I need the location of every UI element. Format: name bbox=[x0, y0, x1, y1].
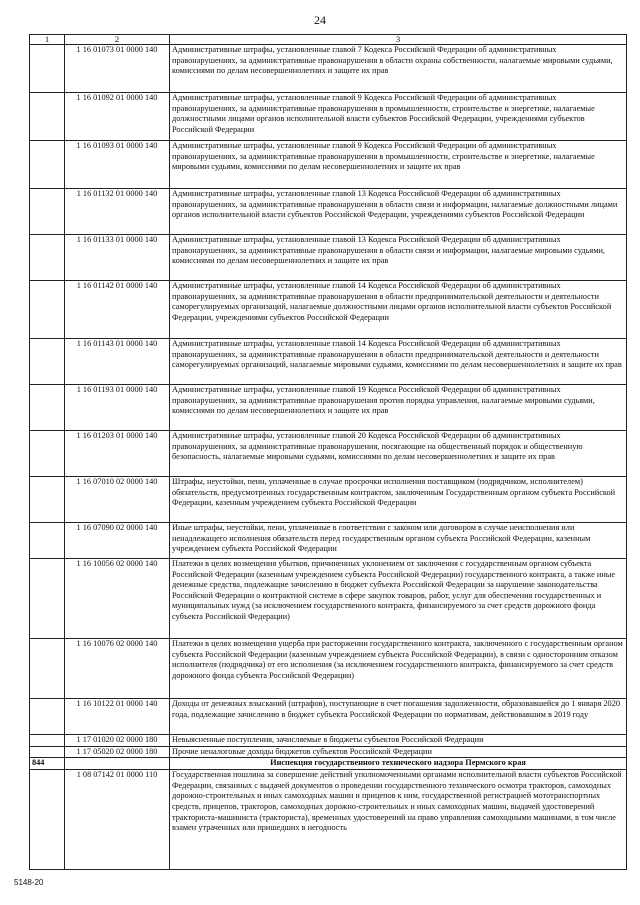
admin-code-cell bbox=[30, 45, 65, 93]
table-row bbox=[30, 141, 627, 189]
description-cell: Инспекция государственного технического надзора Пермского края bbox=[170, 758, 627, 770]
revenue-code-cell: 1 16 10122 01 0000 140 bbox=[65, 699, 170, 735]
description-cell: Государственная пошлина за совершение действий уполномоченными органами исполнительной власти субъектов Российской Федерации, связанных с выдачей документов о проведении государственного технического осмотра тракторов, самоходных дорожно-строительных и иных самоходных машин и прицепов к ним, государственной регистрацией мототранспортных средств, прицепов, тракторов, самоходных дорожно-строительных и иных самоходных машин, выдачей удостоверений тракториста-машиниста (тракториста), временных удостоверений на право управления самоходными машинами, в том числе взамен утраченных или пришедших в негодность bbox=[170, 770, 627, 870]
description-cell: Административные штрафы, установленные главой 14 Кодекса Российской Федерации об административных правонарушениях, за административные правонарушения в области предпринимательской деятельности и деятельности саморегулируемых организаций, налагаемые мировыми судьями, комиссиями по делам несовершеннолетних и защите их прав bbox=[170, 339, 627, 385]
table-header-row bbox=[30, 35, 627, 45]
table-row bbox=[30, 431, 627, 477]
description-cell: Платежи в целях возмещения убытков, причиненных уклонением от заключения с государственным органом субъекта Российской Федерации (казенным учреждением субъекта Российской Федерации) государственного контракта, а также иные денежные средства, подлежащие зачислению в бюджет субъекта Российской Федерации за нарушение законодательства Российской Федерации о контрактной системе в сфере закупок товаров, работ, услуг для обеспечения государственных и муниципальных нужд (за исключением государственного контракта, финансируемого за счет средств дорожного фонда субъекта Российской Федерации) bbox=[170, 559, 627, 639]
admin-code-cell bbox=[30, 431, 65, 477]
admin-code-cell bbox=[30, 385, 65, 431]
admin-code-cell bbox=[30, 770, 65, 870]
column-header-2: 2 bbox=[65, 35, 170, 45]
revenue-code-cell: 1 16 07090 02 0000 140 bbox=[65, 523, 170, 559]
admin-code-cell bbox=[30, 735, 65, 747]
table-row bbox=[30, 339, 627, 385]
description-cell: Иные штрафы, неустойки, пени, уплаченные в соответствии с законом или договором в случае неисполнения или ненадлежащего исполнения обязательств перед государственным органом субъекта Российской Федерации, казенным учреждением субъекта Российской Федерации bbox=[170, 523, 627, 559]
column-header-1: 1 bbox=[30, 35, 65, 45]
description-cell: Невыясненные поступления, зачисляемые в бюджеты субъектов Российской Федерации bbox=[170, 735, 627, 747]
admin-code-cell bbox=[30, 559, 65, 639]
revenue-code-cell: 1 08 07142 01 0000 110 bbox=[65, 770, 170, 870]
table-row bbox=[30, 735, 627, 747]
revenue-code-cell: 1 16 01093 01 0000 140 bbox=[65, 141, 170, 189]
description-cell: Административные штрафы, установленные главой 13 Кодекса Российской Федерации об административных правонарушениях, за административные правонарушения в области связи и информации, налагаемые должностными лицами органов исполнительной власти субъектов Российской Федерации, учреждениями субъектов Российской Федерации bbox=[170, 189, 627, 235]
admin-code-cell bbox=[30, 281, 65, 339]
revenue-code-cell: 1 16 01142 01 0000 140 bbox=[65, 281, 170, 339]
revenue-code-cell: 1 16 10056 02 0000 140 bbox=[65, 559, 170, 639]
description-cell: Административные штрафы, установленные главой 9 Кодекса Российской Федерации об административных правонарушениях, за административные правонарушения в промышленности, строительстве и энергетике, налагаемые мировыми судьями, комиссиями по делам несовершеннолетних и защите их прав bbox=[170, 141, 627, 189]
description-cell: Доходы от денежных взысканий (штрафов), поступающие в счет погашения задолженности, образовавшейся до 1 января 2020 года, подлежащие зачислению в бюджет субъекта Российской Федерации по нормативам, действовавшим в 2019 году bbox=[170, 699, 627, 735]
revenue-code-cell bbox=[65, 758, 170, 770]
revenue-code-cell: 1 16 01092 01 0000 140 bbox=[65, 93, 170, 141]
page-number: 24 bbox=[314, 13, 326, 27]
admin-code-cell bbox=[30, 339, 65, 385]
description-cell: Административные штрафы, установленные главой 19 Кодекса Российской Федерации об административных правонарушениях, за административные правонарушения против порядка управления, налагаемые мировыми судьями, комиссиями по делам несовершеннолетних и защите их прав bbox=[170, 385, 627, 431]
table-row bbox=[30, 477, 627, 523]
admin-code-cell bbox=[30, 141, 65, 189]
admin-code-cell bbox=[30, 639, 65, 699]
admin-code-cell: 844 bbox=[30, 758, 65, 770]
admin-code-cell bbox=[30, 699, 65, 735]
description-cell: Административные штрафы, установленные главой 14 Кодекса Российской Федерации об административных правонарушениях, за административные правонарушения в области предпринимательской деятельности и деятельности саморегулируемых организаций, налагаемые должностными лицами органов исполнительной власти субъектов Российской Федерации, учреждениями субъектов Российской Федерации bbox=[170, 281, 627, 339]
admin-code-cell bbox=[30, 93, 65, 141]
admin-code-cell bbox=[30, 746, 65, 758]
table-row bbox=[30, 699, 627, 735]
revenue-code-cell: 1 16 01133 01 0000 140 bbox=[65, 235, 170, 281]
description-cell: Административные штрафы, установленные главой 9 Кодекса Российской Федерации об административных правонарушениях, за административные правонарушения в промышленности, строительстве и энергетике, налагаемые должностными лицами органов исполнительной власти субъектов Российской Федерации, учреждениями субъектов Российской Федерации bbox=[170, 93, 627, 141]
revenue-code-cell: 1 16 01132 01 0000 140 bbox=[65, 189, 170, 235]
description-cell: Административные штрафы, установленные главой 7 Кодекса Российской Федерации об административных правонарушениях, за административные правонарушения в области охраны собственности, налагаемые мировыми судьями, комиссиями по делам несовершеннолетних и защите их прав bbox=[170, 45, 627, 93]
admin-code-cell bbox=[30, 189, 65, 235]
revenue-code-cell: 1 16 01193 01 0000 140 bbox=[65, 385, 170, 431]
table-row bbox=[30, 746, 627, 758]
admin-code-cell bbox=[30, 523, 65, 559]
table-row bbox=[30, 45, 627, 93]
table-row bbox=[30, 93, 627, 141]
revenue-code-cell: 1 16 01073 01 0000 140 bbox=[65, 45, 170, 93]
revenue-codes-table bbox=[29, 34, 627, 870]
revenue-code-cell: 1 17 01020 02 0000 180 bbox=[65, 735, 170, 747]
table-row bbox=[30, 559, 627, 639]
revenue-code-cell: 1 16 01203 01 0000 140 bbox=[65, 431, 170, 477]
table-body bbox=[30, 35, 627, 870]
table-row bbox=[30, 189, 627, 235]
description-cell: Административные штрафы, установленные главой 20 Кодекса Российской Федерации об административных правонарушениях, за административные правонарушения, посягающие на общественный порядок и общественную безопасность, налагаемые мировыми судьями, комиссиями по делам несовершеннолетних и защите их прав bbox=[170, 431, 627, 477]
revenue-code-cell: 1 16 10076 02 0000 140 bbox=[65, 639, 170, 699]
admin-code-cell bbox=[30, 477, 65, 523]
table-row bbox=[30, 235, 627, 281]
table-row bbox=[30, 523, 627, 559]
table-row bbox=[30, 770, 627, 870]
description-cell: Прочие неналоговые доходы бюджетов субъектов Российской Федерации bbox=[170, 746, 627, 758]
description-cell: Административные штрафы, установленные главой 13 Кодекса Российской Федерации об административных правонарушениях, за административные правонарушения в области связи и информации, налагаемые мировыми судьями, комиссиями по делам несовершеннолетних и защите их прав bbox=[170, 235, 627, 281]
section-header-row bbox=[30, 758, 627, 770]
description-cell: Штрафы, неустойки, пени, уплаченные в случае просрочки исполнения поставщиком (подрядчиком, исполнителем) обязательств, предусмотренных государственным контрактом, заключенным Государственным органом субъекта Российской Федерации, казенным учреждением субъекта Российской Федерации bbox=[170, 477, 627, 523]
column-header-3: 3 bbox=[170, 35, 627, 45]
table-row bbox=[30, 281, 627, 339]
description-cell: Платежи в целях возмещения ущерба при расторжении государственного контракта, заключенного с государственным органом субъекта Российской Федерации (казенным учреждением субъекта Российской Федерации), в связи с односторонним отказом исполнителя (подрядчика) от его исполнения (за исключением государственного контракта, финансируемого за счет средств дорожного фонда субъекта Российской Федерации) bbox=[170, 639, 627, 699]
revenue-code-cell: 1 16 01143 01 0000 140 bbox=[65, 339, 170, 385]
revenue-code-cell: 1 16 07010 02 0000 140 bbox=[65, 477, 170, 523]
document-footer-code: 5148-20 bbox=[14, 878, 44, 887]
revenue-code-cell: 1 17 05020 02 0000 180 bbox=[65, 746, 170, 758]
table-row bbox=[30, 385, 627, 431]
table-row bbox=[30, 639, 627, 699]
admin-code-cell bbox=[30, 235, 65, 281]
